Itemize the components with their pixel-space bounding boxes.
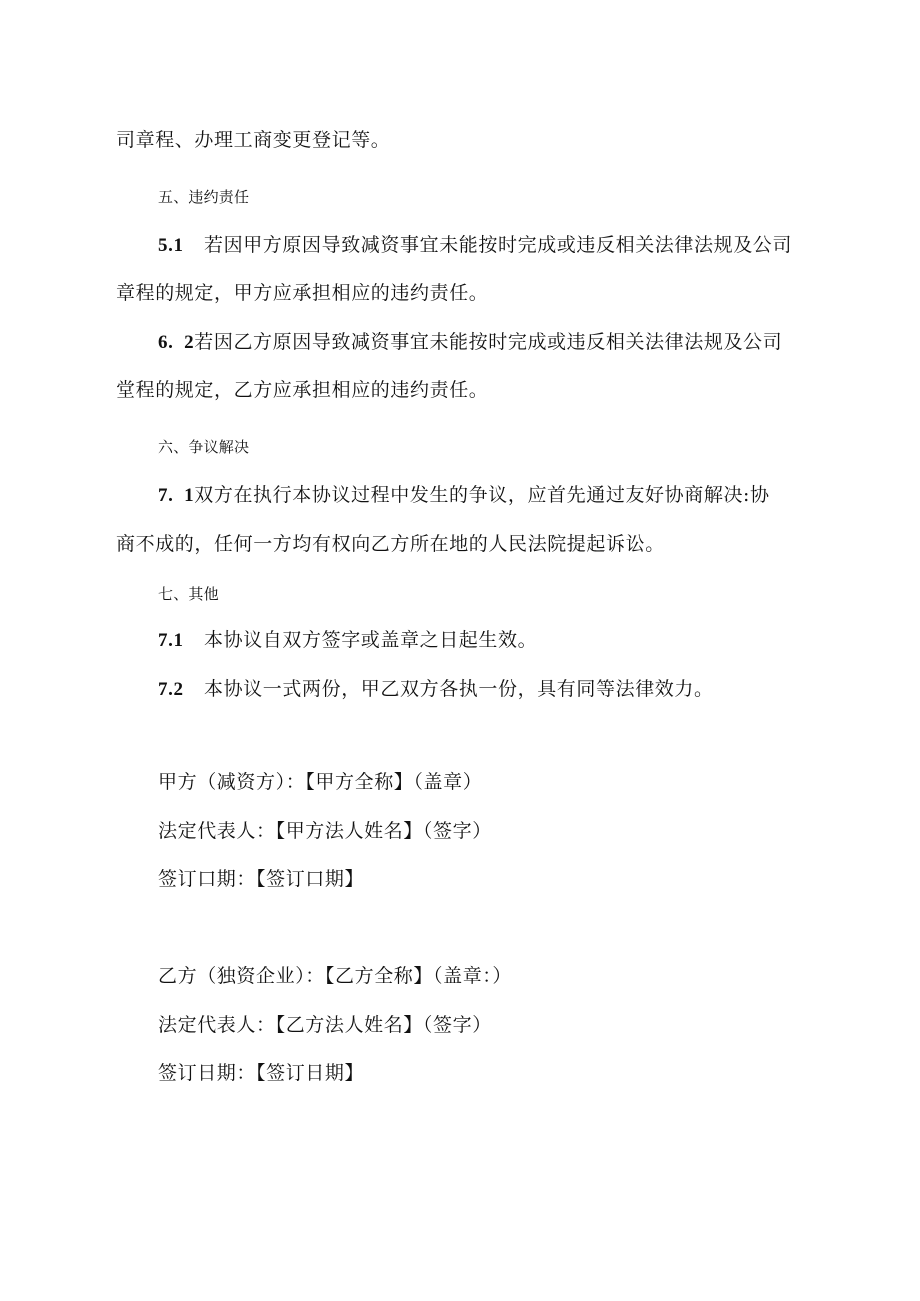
clause-7-1-dispute-line-1 [158,483,770,508]
clause-5-1-line-2: 章程的规定，甲方应承担相应的违约责任。 [116,282,489,304]
clause-number: 6. 2 [158,332,195,353]
clause-number: 7.1 [158,630,184,651]
clause-text: 本协议一式两份，甲乙双方各执一份，具有同等法律效力。 [204,678,714,700]
clause-7-2-other [158,677,714,702]
section-heading-other: 七、其他 [158,585,219,603]
clause-number: 7. 1 [158,485,195,506]
clause-text: 若因甲方原因导致减资事宜未能按时完成或违反相关法律法规及公司 [204,234,793,256]
party-a-sign-date: 签订口期：【签订口期】 [158,868,365,890]
clause-6-2-line-1 [158,330,782,355]
clause-6-2-line-2: 堂程的规定，乙方应承担相应的违约责任。 [116,379,489,401]
continuation-text: 司章程、办理工商变更登记等。 [116,129,391,151]
party-b-name: 乙方（独资企业）：【乙方全称】（盖章：） [158,965,513,987]
clause-number: 7.2 [158,679,184,700]
party-b-representative: 法定代表人：【乙方法人姓名】（签字） [158,1014,492,1036]
clause-7-1-other [158,628,537,653]
party-b-sign-date: 签订日期：【签订日期】 [158,1062,365,1084]
clause-7-1-dispute-line-2: 商不成的，任何一方均有权向乙方所在地的人民法院提起诉讼。 [116,533,665,555]
section-heading-dispute: 六、争议解决 [158,438,250,456]
party-a-name: 甲方（减资方）：【甲方全称】（盖章） [158,771,483,793]
clause-text: 双方在执行本协议过程中发生的争议，应首先通过友好协商解决:协 [194,484,770,506]
clause-text: 本协议自双方签字或盖章之日起生效。 [204,629,538,651]
section-heading-breach: 五、违约责任 [158,188,250,206]
party-a-representative: 法定代表人：【甲方法人姓名】（签字） [158,820,492,842]
clause-5-1-line-1 [158,233,792,258]
clause-text: 若因乙方原因导致减资事宜未能按时完成或违反相关法律法规及公司 [194,331,783,353]
clause-number: 5.1 [158,235,184,256]
